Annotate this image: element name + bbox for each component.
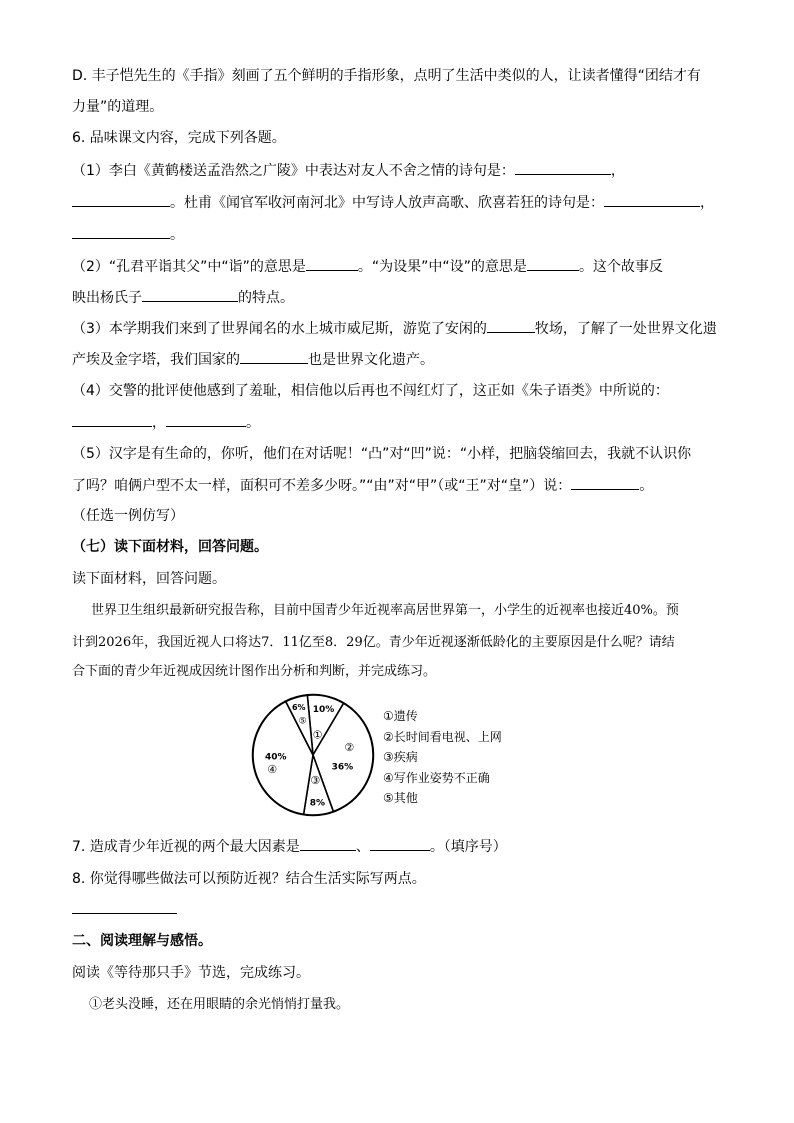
pie-slice-marker: ① bbox=[312, 728, 323, 742]
pie-slice-marker: ③ bbox=[310, 774, 321, 788]
section7-heading: （七）读下面材料，回答问题。 bbox=[72, 539, 268, 555]
q6-part4-text-b: ， bbox=[152, 415, 166, 431]
q7-text-a: 7. 造成青少年近视的两个最大因素是 bbox=[72, 839, 300, 855]
q6-part5-text-c: 。 bbox=[639, 478, 654, 494]
q5-option-d-line2: 力量”的道理。 bbox=[72, 99, 164, 115]
q6-part3-text-d: 也是世界文化遗产。 bbox=[308, 352, 434, 368]
q6-part1-line2 bbox=[72, 192, 714, 213]
q7-text-b: 、 bbox=[355, 839, 370, 855]
legend-item-3: ③疾病 bbox=[383, 750, 418, 764]
material-para-line3: 合下面的青少年近视成因统计图作出分析和判断，并完成练习。 bbox=[72, 664, 437, 679]
legend-item-1: ①遗传 bbox=[383, 709, 418, 723]
q6-part4-text-c: 。 bbox=[246, 415, 260, 431]
q6-part3-line2 bbox=[72, 349, 434, 370]
material-para-line1: 世界卫生组织最新研究报告称，目前中国青少年近视率高居世界第一，小学生的近视率也接近40%。预 bbox=[91, 603, 679, 618]
q6-part4-line1: （4）交警的批评使他感到了羞耻，相信他以后再也不闯红灯了，这正如《朱子语类》中所说的： bbox=[72, 383, 669, 399]
q7-line bbox=[72, 836, 507, 857]
q6-part5-line2 bbox=[72, 475, 653, 496]
answer-blank[interactable] bbox=[300, 836, 356, 851]
q6-part1-text-c: 。杜甫《闻官军收河南河北》中写诗人放声高歌、欣喜若狂的诗句是： bbox=[170, 195, 604, 211]
q5-option-d-line1: D. 丰子恺先生的《手指》刻画了五个鲜明的手指形象，点明了生活中类似的人，让读者懂得“团结才有 bbox=[72, 68, 701, 84]
q6-part1-text-d: ， bbox=[700, 195, 714, 211]
q6-part2-text-c: 。这个故事反 bbox=[578, 259, 663, 275]
answer-blank[interactable] bbox=[370, 836, 430, 851]
section2-heading: 二、阅读理解与感悟。 bbox=[72, 933, 212, 949]
q6-part2-line1 bbox=[72, 256, 663, 277]
divider-line bbox=[72, 913, 177, 914]
q6-part3-text-c: 产埃及金字塔，我们国家的 bbox=[72, 352, 240, 368]
answer-blank[interactable] bbox=[306, 256, 358, 271]
answer-blank[interactable] bbox=[72, 192, 170, 207]
q6-part2-text-a: （2）“孔君平诣其父”中“诣”的意思是 bbox=[72, 259, 306, 275]
q6-part3-text-a: （3）本学期我们来到了世界闻名的水上城市威尼斯，游览了安闲的 bbox=[72, 321, 487, 337]
pie-value-label: 8% bbox=[309, 798, 326, 809]
q6-part3-text-b: 牧场，了解了一处世界文化遗 bbox=[534, 321, 717, 337]
answer-blank[interactable] bbox=[166, 412, 246, 427]
q7-text-c: 。（填序号） bbox=[429, 839, 507, 855]
answer-blank[interactable] bbox=[487, 318, 535, 333]
section2-intro: 阅读《等待那只手》节选，完成练习。 bbox=[72, 965, 310, 981]
q6-part3-line1 bbox=[72, 318, 717, 339]
q6-part2-text-b: 。“为设果”中“设”的意思是 bbox=[357, 259, 527, 275]
pie-slice-marker: ⑤ bbox=[298, 716, 307, 727]
answer-blank[interactable] bbox=[515, 160, 611, 175]
q6-part1-line3 bbox=[72, 224, 184, 245]
q6-part5-line3: （任选一例仿写） bbox=[72, 508, 184, 524]
q6-part2-text-d: 映出杨氏子 bbox=[72, 290, 142, 306]
answer-blank[interactable] bbox=[142, 287, 238, 302]
answer-blank[interactable] bbox=[571, 475, 639, 490]
pie-slice-marker: ④ bbox=[267, 763, 278, 777]
pie-slice-marker: ② bbox=[344, 740, 355, 754]
q6-part1-text-e: 。 bbox=[170, 227, 184, 243]
q6-part1-text-a: （1）李白《黄鹤楼送孟浩然之广陵》中表达对友人不舍之情的诗句是： bbox=[72, 163, 515, 179]
q6-part5-text-b: 了吗？咱俩户型不太一样，面积可不差多少呀。”“由”对“甲”（或“王”对“皇”）说： bbox=[72, 478, 572, 494]
myopia-cause-pie-chart bbox=[248, 690, 378, 820]
q6-part2-line2 bbox=[72, 287, 294, 308]
legend-item-4: ④写作业姿势不正确 bbox=[383, 771, 490, 785]
section7-intro: 读下面材料，回答问题。 bbox=[72, 571, 226, 587]
answer-blank[interactable] bbox=[72, 412, 152, 427]
answer-blank[interactable] bbox=[72, 224, 170, 239]
legend-item-5: ⑤其他 bbox=[383, 791, 418, 805]
pie-value-label: 40% bbox=[265, 752, 287, 763]
answer-blank[interactable] bbox=[604, 192, 700, 207]
pie-value-label: 6% bbox=[291, 703, 306, 713]
q6-part1-text-b: ， bbox=[610, 163, 625, 179]
answer-blank[interactable] bbox=[527, 256, 579, 271]
answer-blank[interactable] bbox=[240, 349, 308, 364]
q6-part4-line2 bbox=[72, 412, 260, 433]
legend-item-2: ②长时间看电视、上网 bbox=[383, 730, 502, 744]
q8-line: 8. 你觉得哪些做法可以预防近视？结合生活实际写两点。 bbox=[72, 871, 426, 887]
pie-value-label: 10% bbox=[312, 705, 335, 716]
q6-part1-line1 bbox=[72, 160, 625, 181]
pie-value-label: 36% bbox=[331, 762, 354, 773]
material-para-line2: 计到2026年，我国近视人口将达7．11亿至8．29亿。青少年近视逐渐低龄化的主要原因是什么呢？请结 bbox=[72, 635, 675, 650]
q6-part5-line1: （5）汉字是有生命的，你听，他们在对话呢！“凸”对“凹”说：“小样，把脑袋缩回去，我就不认识你 bbox=[72, 446, 692, 462]
excerpt-para1: ①老头没睡，还在用眼睛的余光悄悄打量我。 bbox=[89, 997, 350, 1012]
q6-part2-text-e: 的特点。 bbox=[238, 290, 294, 306]
q6-title: 6. 品味课文内容，完成下列各题。 bbox=[72, 130, 286, 146]
